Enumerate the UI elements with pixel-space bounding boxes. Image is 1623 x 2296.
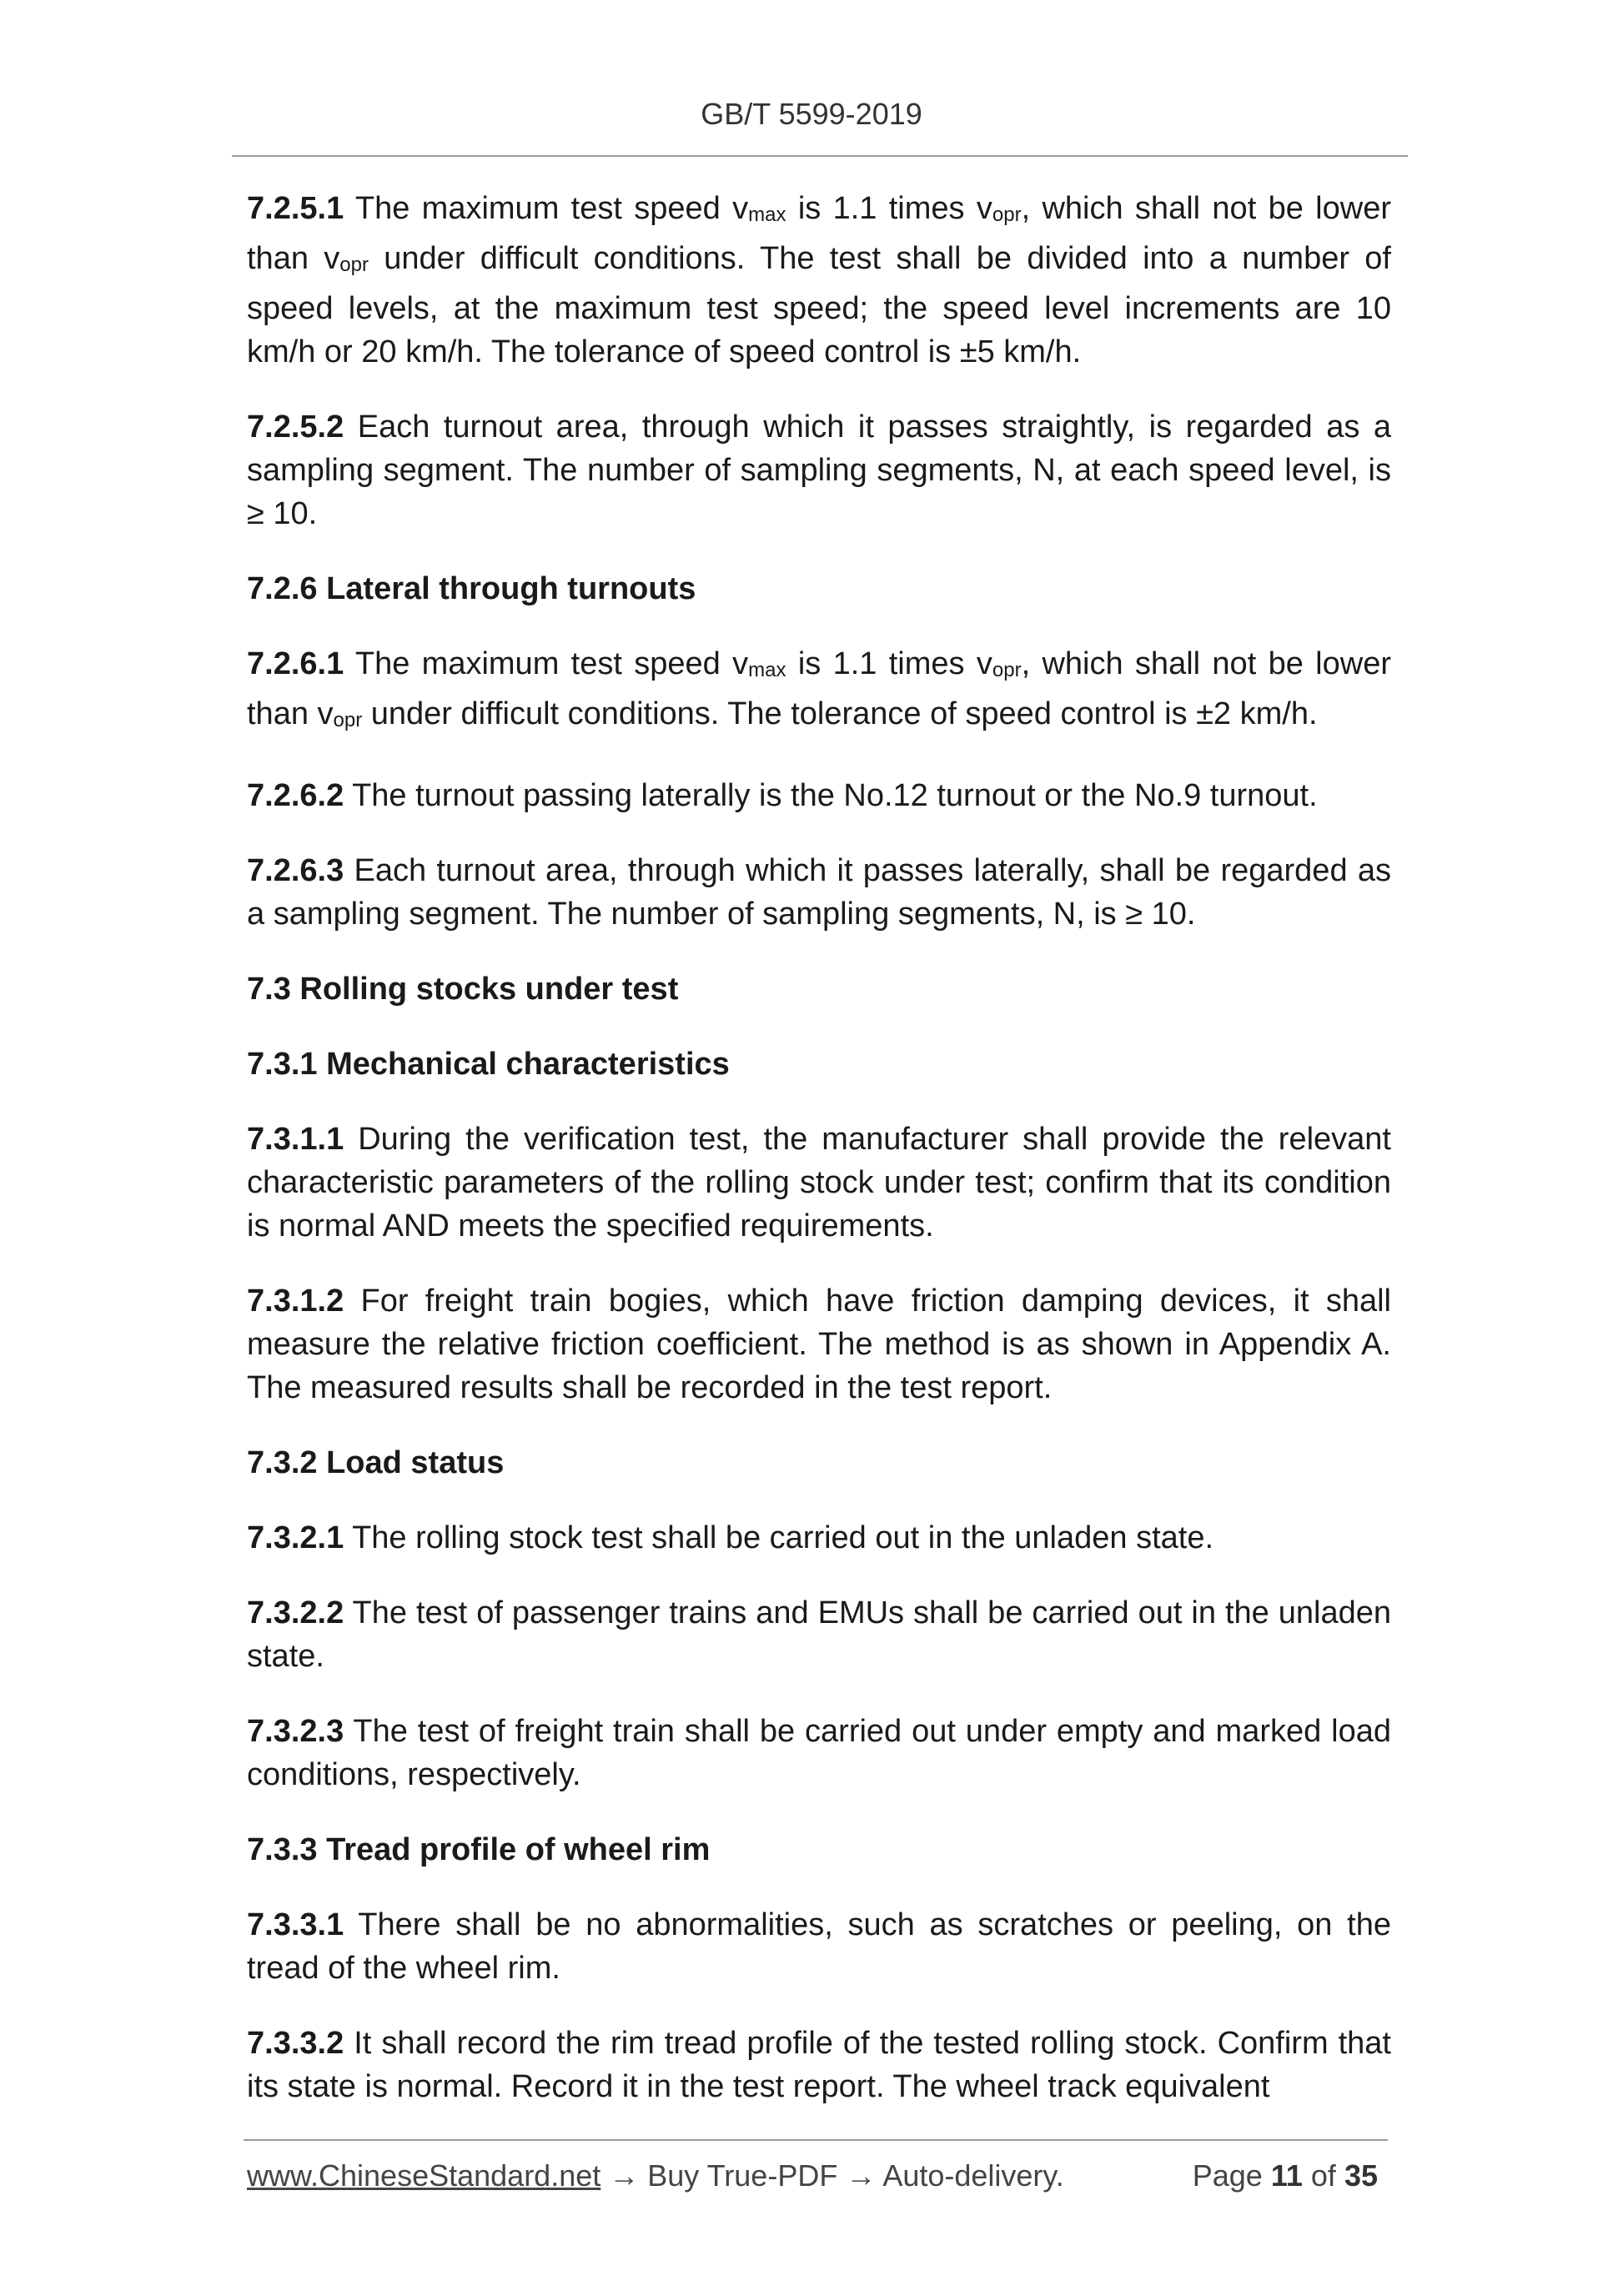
clause-number: 7.3.1.2 [247,1284,344,1319]
clause-7-3-3-1: 7.3.3.1 There shall be no abnormalities, such as scratches or peeling, on the tread of the wheel rim. [247,1907,1391,1986]
clause-7-2-6-3: 7.2.6.3 Each turnout area, through which it passes laterally, shall be regarded as a sampling segment. The number of sampling segments, N, is ≥ 10. [247,853,1391,932]
clause-7-3-3-2: 7.3.3.2 It shall record the rim tread profile of the tested rolling stock. Confirm that its state is normal. Record it in the test report. The wheel track equivalent [247,2026,1391,2104]
clause-number: 7.2.5.1 [247,191,344,226]
clause-number: 7.3.2.2 [247,1595,344,1630]
clause-7-3-1-2: 7.3.1.2 For freight train bogies, which have friction damping devices, it shall measure the relative friction coefficient. The method is as shown in Appendix A. The measured results shall be recorded in the test report. [247,1284,1391,1405]
clause-7-3-2-2: 7.3.2.2 The test of passenger trains and EMUs shall be carried out in the unladen state. [247,1595,1391,1674]
current-page-number: 11 [1270,2158,1303,2193]
clause-7-3-1-1: 7.3.1.1 During the verification test, the manufacturer shall provide the relevant characteristic parameters of the rolling stock under test; confirm that its condition is normal AND meets the specified requirements. [247,1122,1391,1243]
document-id-header: GB/T 5599-2019 [701,97,922,131]
section-heading-7-3-3: 7.3.3 Tread profile of wheel rim [247,1832,711,1867]
section-heading-7-3-1: 7.3.1 Mechanical characteristics [247,1047,730,1082]
page-footer [247,2158,1378,2193]
clause-7-2-6-2: 7.2.6.2 The turnout passing laterally is the No.12 turnout or the No.9 turnout. [247,778,1318,813]
footer-promo-text: → Buy True-PDF → Auto-delivery. [600,2158,1064,2193]
page-content [247,187,1391,2140]
clause-7-2-5-1: 7.2.5.1 The maximum test speed vmax is 1.1 times vopr, which shall not be lower than vopr under difficult conditions. The test shall be divided into a number of speed levels, at the maximum test speed; the speed level increments are 10 km/h or 20 km/h. The tolerance of speed control is ±5 km/h. [247,191,1391,369]
page-indicator: Page 11 of 35 [1192,2158,1378,2193]
section-heading-7-3-2: 7.3.2 Load status [247,1445,505,1480]
clause-7-3-2-3: 7.3.2.3 The test of freight train shall be carried out under empty and marked load conditions, respectively. [247,1714,1391,1792]
clause-number: 7.3.1.1 [247,1122,344,1157]
clause-number: 7.3.3.2 [247,2026,344,2061]
clause-number: 7.3.3.1 [247,1907,344,1942]
clause-7-2-6-1: 7.2.6.1 The maximum test speed vmax is 1.1 times vopr, which shall not be lower than vopr under difficult conditions. The tolerance of speed control is ±2 km/h. [247,646,1391,731]
clause-number: 7.2.6.1 [247,646,344,681]
footer-divider [244,2139,1388,2141]
website-link[interactable]: www.ChineseStandard.net [247,2158,601,2193]
section-heading-7-2-6: 7.2.6 Lateral through turnouts [247,571,696,606]
clause-number: 7.3.2.1 [247,1520,344,1555]
footer-promo [247,2158,1064,2193]
clause-number: 7.2.6.2 [247,778,344,813]
clause-number: 7.2.5.2 [247,409,344,445]
total-page-count: 35 [1344,2158,1378,2193]
clause-number: 7.2.6.3 [247,853,344,888]
clause-number: 7.3.2.3 [247,1714,344,1749]
clause-7-2-5-2: 7.2.5.2 Each turnout area, through which it passes straightly, is regarded as a sampling segment. The number of sampling segments, N, at each speed level, is ≥ 10. [247,409,1391,531]
section-heading-7-3: 7.3 Rolling stocks under test [247,972,679,1007]
clause-7-3-2-1: 7.3.2.1 The rolling stock test shall be carried out in the unladen state. [247,1520,1214,1555]
header-divider [232,155,1408,157]
